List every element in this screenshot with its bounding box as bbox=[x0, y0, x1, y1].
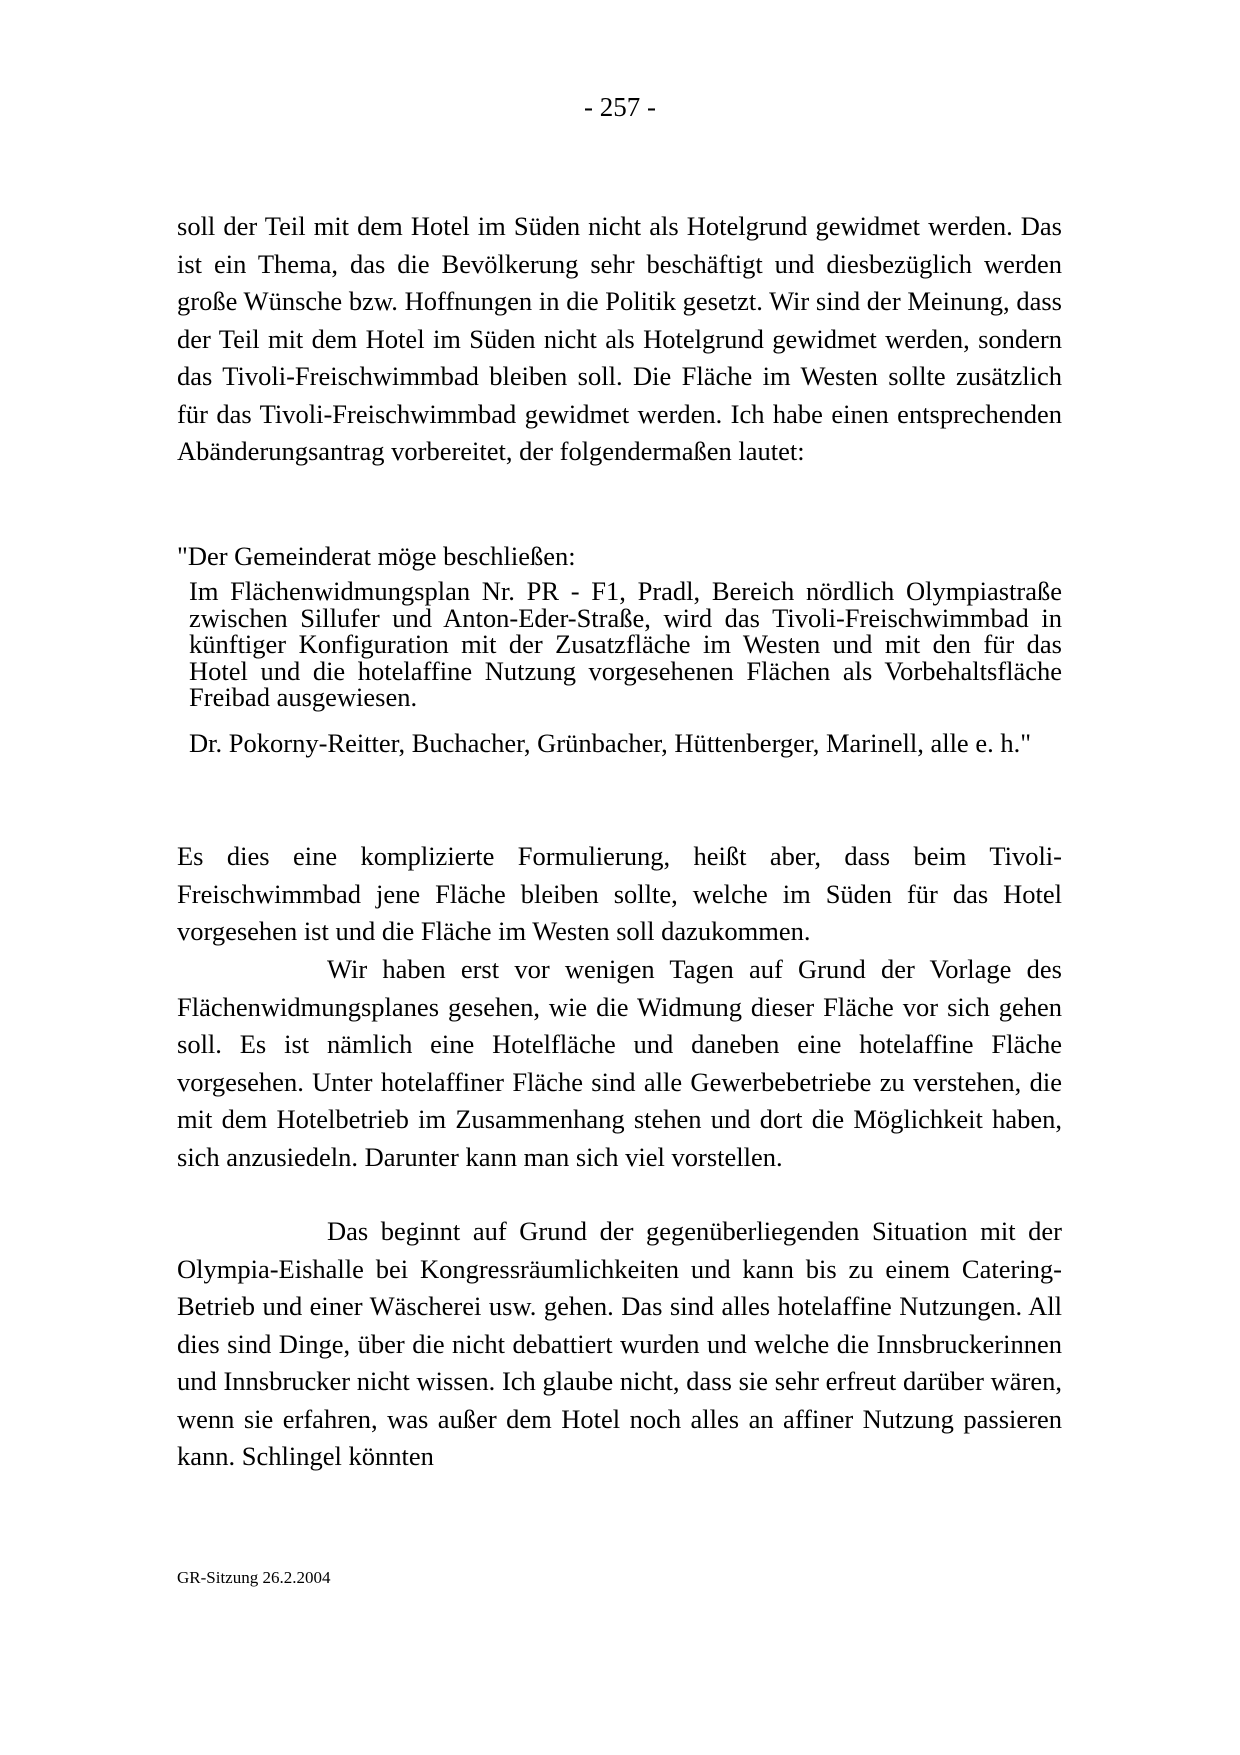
body-paragraph: Wir haben erst vor wenigen Tagen auf Grund der Vorlage des Flächenwidmungsplanes gesehen, wie die Widmung dieser Fläche vor sich gehen soll. Es ist nämlich eine Hotelfläche und daneben eine hotelaffine Fläche vorgesehen. Unter hotelaffiner Fläche sind alle Gewerbebetriebe zu verstehen, die mit dem Hotelbetrieb im Zusammenhang stehen und dort die Möglichkeit haben, sich anzusiedeln. Darunter kann man sich viel vorstellen. bbox=[177, 954, 1062, 1172]
footer-session-date: GR-Sitzung 26.2.2004 bbox=[177, 1568, 331, 1587]
motion-signers: Dr. Pokorny-Reitter, Buchacher, Grünbacher, Hüttenberger, Marinell, alle e. h." bbox=[189, 728, 1032, 758]
body-paragraph: Das beginnt auf Grund der gegenüberliegenden Situation mit der Olympia-Eishalle bei Kongressräumlichkeiten und kann bis zu einem Catering-Betrieb und einer Wäscherei usw. gehen. Das sind alles hotelaffine Nutzungen. All dies sind Dinge, über die nicht debattiert wurden und welche die Innsbruckerinnen und Innsbrucker nicht wissen. Ich glaube nicht, dass sie sehr erfreut darüber wären, wenn sie erfahren, was außer dem Hotel noch alles an affiner Nutzung passieren kann. Schlingel könnten bbox=[177, 1216, 1062, 1471]
motion-text: Im Flächenwidmungsplan Nr. PR - F1, Pradl, Bereich nördlich Olympiastraße zwischen Sillufer und Anton-Eder-Straße, wird das Tivoli-Freischwimmbad in künftiger Konfiguration mit der Zusatzfläche im Westen und mit den für das Hotel und die hotelaffine Nutzung vorgesehenen Flächen als Vorbehaltsfläche Freibad ausgewiesen. bbox=[189, 576, 1062, 712]
motion-intro: "Der Gemeinderat möge beschließen: bbox=[177, 541, 576, 571]
body-paragraph: soll der Teil mit dem Hotel im Süden nicht als Hotelgrund gewidmet werden. Das ist ein Thema, das die Bevölkerung sehr beschäftigt und diesbezüglich werden große Wünsche bzw. Hoffnungen in die Politik gesetzt. Wir sind der Meinung, dass der Teil mit dem Hotel im Süden nicht als Hotelgrund gewidmet werden, sondern das Tivoli-Freischwimmbad bleiben soll. Die Fläche im Westen sollte zusätzlich für das Tivoli-Freischwimmbad gewidmet werden. Ich habe einen entsprechenden Abänderungsantrag vorbereitet, der folgendermaßen lautet: bbox=[177, 211, 1062, 466]
page-number: - 257 - bbox=[584, 92, 656, 122]
body-paragraph: Es dies eine komplizierte Formulierung, heißt aber, dass beim Tivoli-Freischwimmbad jene Fläche bleiben sollte, welche im Süden für das Hotel vorgesehen ist und die Fläche im Westen soll dazukommen. bbox=[177, 841, 1062, 946]
